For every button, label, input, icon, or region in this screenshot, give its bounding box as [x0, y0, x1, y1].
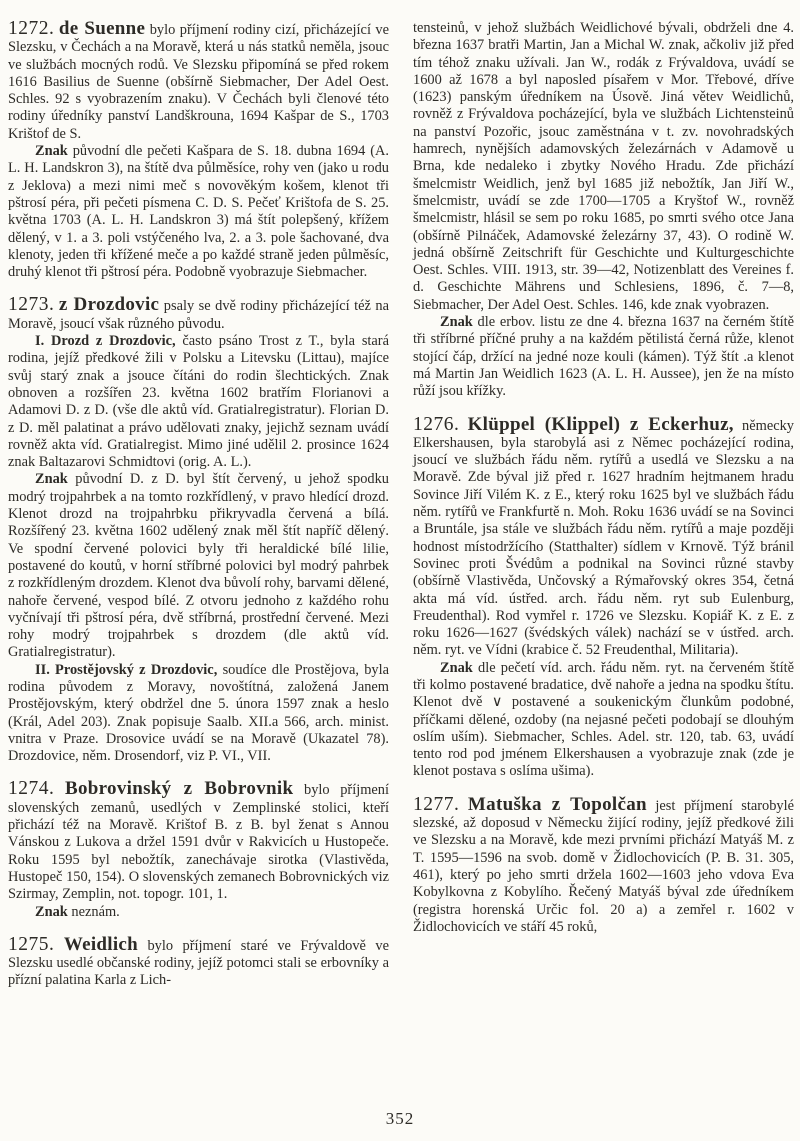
znak-text: dle erbov. listu ze dne 4. března 1637 na černém štítě tři stříbrné příčné pruhy a na každém pětilistá černá růže, klenot stojící čáp, držící na jedné noze kouli (kámen). Týž štít .a klenot má Martin Jan Weidlich 1623 (A. L. H. Aussee), jen že na místo růží jsou křížky. — [413, 314, 794, 400]
entry-intro-text: bylo příjmení slovenských zemanů, usedlých v Zemplinské stolici, kteří přichází též na Moravě. Krištof B. z B. byl ženat s Annou Vánskou z Lukova a držel 1591 dvůr v Rakvicích u Hustopeče. Roku 1595 byl nebožtík, zanechávaje sirotka (Vlastivěda, Hustopeč 150, 154). O slovenských zemanech Bobrovnických viz Szirmay, Zemplin, not. topogr. 101, 1. — [8, 782, 389, 903]
znak-paragraph — [8, 143, 389, 281]
entry-intro-text: bylo příjmení rodiny cizí, přicházející ve Slezsku, v Čechách a na Moravě, která u nás statků neměla, jsouc ve službách mocných rodů. Ve Slezsku připomíná se před rokem 1616 Basilius de Suenne (obšírně Siebmacher, Der Adel Oest. Schles. 92 s vyobrazením znaku). V Čechách byli členové této rodiny úředníky panství Landškrouna, 1694 Kašpar de S., 1703 Krištof de S. — [8, 22, 389, 142]
entry-intro-text: jest příjmení starobylé slezské, až doposud v Německu žijící rodiny, jejíž předkové žili ve Slezsku a na Moravě, kde mezi prvními přichází Matyáš M. z T. 1595—1596 na svob. domě v Židlochovicích (P. B. 31. 305, 461), který po jeho smrti držela 1602—1603 jeho vdova Eva Kobylkovna z Kobylího. Řečený Matyáš býval zde úředníkem (registra horenská Určic fol. 20 a) a zemřel r. 1602 v Židlochovicích ve stáří 45 roků, — [413, 797, 794, 935]
entry-1277-matuska — [413, 793, 794, 936]
entry-intro-paragraph — [8, 296, 389, 333]
entry-title: de Suenne — [58, 18, 146, 39]
two-column-text-block — [8, 20, 794, 990]
entry-1274-bobrovinsky — [8, 780, 389, 920]
entry-1273-z-drozdovic — [8, 296, 389, 765]
entry-intro-paragraph — [8, 933, 389, 990]
family-branch-2-paragraph — [8, 662, 389, 766]
branch-1-text: často psáno Trost z T., byla stará rodina, jejíž předkové žili v Polsku a Litevsku (Littau), majíce svůj starý znak a jsouce čítáni do rodin šlechtických. Znak obnoven a rozšířen 23. května 1602 bratřím Florianovi a Adamovi D. z D. (vše dle aktů víd. Gratialregistratur). Florian D. z D. měl palatinat a právo udělovati znaky, jejichž seznam uvádí rovněž akta víd. Gratialregist. Mimo jiné udělil 2. prosince 1624 znak Baltazarovi Schmidtovi (orig. A. L.). — [8, 333, 389, 471]
znak-text: dle pečetí víd. arch. řádu něm. ryt. na červeném štítě tři kolmo postavené bradatice, dvě nahoře a jedna na spodku štítu. Klenot dvě ∨ postavené a soukenickým člunkům podobné, příčkami dělené, ozdoby (na nejasné pečeti podobají se dlouhým oslím uším). Siebmacher, Schles. Adel. str. 120, tab. 63, uvádí tento rod pod jménem Elkershausen a vyobrazuje znak (zde je klenot postava s oslíma ušima). — [413, 659, 794, 780]
entry-number: 1276. — [413, 413, 460, 435]
branch-2-lead: II. Prostějovský z Drozdovic, — [35, 661, 218, 678]
znak-lead: Znak — [35, 143, 68, 160]
znak-text: původní D. z D. byl štít červený, u jehož spodku modrý trojpahrbek a na tomto rozkřídlený, v pravo hledící drozd. Klenot drozd na trojpahrbku přikryvadla červená a bílá. Rozšířený 23. května 1602 udělený znak měl štít napříč dělený. Ve spodní červené polovici byly tři heraldické bílé lilie, postavené do koutů, v horní stříbrné polovici byl modrý pahrbek z rozkřídleným drozdem. Klenot dva bůvolí rohy, barvami dělené, nahoře červené, vespod bílé. Z otvoru jednoho z každého rohu vyčnívají tři pštrosí péra, dvě stříbrná, prostřední červené. Mezi rohy modrý trojpahrbek s drozdem (dle aktů víd. Gratialregistratur). — [8, 471, 389, 661]
znak-paragraph — [413, 314, 794, 400]
entry-intro-paragraph — [413, 793, 794, 936]
weidlich-continuation-paragraph — [413, 20, 794, 314]
znak-paragraph — [413, 660, 794, 781]
right-column — [413, 20, 794, 990]
entry-1276-kluppel — [413, 413, 794, 781]
znak-paragraph — [8, 471, 389, 661]
entry-intro-text: psaly se dvě rodiny přicházející též na Moravě, jsoucí však různého původu. — [8, 298, 389, 332]
weidlich-continuation-text: tensteinů, v jehož službách Weidlichové bývali, obdrželi dne 4. března 1637 bratři Martin, Jan a Michal W. znak, ačkoliv již před tím téhož znaku užívali. Jan W., rodák z Frývaldova, uvádí se 1600 až 1678 a byl naposled písařem v Mor. Třebové, dříve (1623) panským úředníkem na Úsově. Jiná větev Weidlichů, rovněž z Frývaldova pocházející, byla ve službách Lichtensteinů na panství Pozořic, jsouc zaměstnána v t. zv. novohradských hamrech, nynějších adamovských železárnách v Adamově u Brna, kde nedaleko i zbytky Nového Hradu. Zde přichází šmelcmistr Weidlich, jenž byl 1685 již nebožtík, Jan Jiří W., šmelcmistr, uvádí se zde 1700—1705 a Kryštof W., rovněž šmelcmistr, hlásil se sem po roku 1685, po smrti svého otce Jana (obšírně Pilnáček, Adamovské železárny 37, 43). O rodině W. jedná obšírně Zeitschrift für Geschichte und Kulturgeschichte Oest. Schles. VIII. 1913, str. 39—42, Notizenblatt des Vereines f. d. Geschichte Mährens und Schlesiens, 1896, č. 7—8, Siebmacher, Der Adel Oest. Schles. 146, kde znak vyobrazen. — [413, 20, 794, 313]
family-branch-1-paragraph — [8, 333, 389, 471]
entry-number: 1277. — [413, 793, 460, 815]
entry-intro-paragraph — [413, 413, 794, 660]
znak-text: původní dle pečeti Kašpara de S. 18. dubna 1694 (A. L. H. Landskron 3), na štítě dva půlměsíce, rohy ven (jako u rodu z Jeklova) a mezi nimi meč s novověkým košem, klenot tři pštrosí péra, při pečeti písmena C. D. S. Pečeť Krištofa de S. 25. května 1703 (A. L. H. Landskron 3) má štít polepšený, křížem dělený, v 1. a 3. poli vstýčeného lva, 2. a 3. pole šachované, dva klenoty, jeden tři křížené meče a po každé straně jeden půlměsíc, druhý klenot tři pštrosí péra. Podobně vyobrazuje Siebmacher. — [8, 143, 389, 281]
branch-2-text: soudíce dle Prostějova, byla rodina původem z Moravy, novoštítná, založená Janem Prostějovským, který obdržel dne 5. února 1597 znak a heslo (Král, Adel 203). Znak popisuje Saalb. XII.a 566, arch. minist. vnitra v Praze. Drosovice uvádí se na Moravě (Ukazatel 78). Drozdovice, něm. Drosendorf, viz P. VI., VII. — [8, 661, 389, 765]
znak-lead: Znak — [35, 471, 68, 488]
entry-intro-paragraph — [8, 780, 389, 903]
entry-title: Bobrovinský z Bobrovnik — [65, 778, 294, 800]
entry-1275-weidlich — [8, 933, 389, 990]
left-column — [8, 20, 389, 990]
entry-1272-de-suenne — [8, 20, 389, 281]
entry-number: 1273. — [8, 294, 55, 316]
znak-paragraph — [8, 904, 389, 921]
entry-intro-paragraph — [8, 20, 389, 143]
znak-lead: Znak — [440, 659, 473, 676]
znak-lead: Znak — [35, 903, 68, 920]
entry-title: Matuška z Topolčan — [467, 793, 647, 815]
entry-1275-weidlich-continuation — [413, 20, 794, 401]
entry-number: 1275. — [8, 933, 55, 955]
znak-lead: Znak — [440, 314, 473, 331]
entry-title: Klüppel (Klippel) z Eckerhuz, — [467, 413, 734, 435]
entry-number: 1274. — [8, 778, 55, 800]
znak-text: neznám. — [71, 903, 120, 920]
entry-title: z Drozdovic — [58, 294, 160, 316]
page-number: 352 — [385, 1108, 415, 1128]
entry-title: Weidlich — [63, 933, 139, 955]
entry-intro-text: bylo příjmení staré ve Frývaldově ve Slezsku usedlé občanské rodiny, jejíž potomci stali se erbovníky a přízní palatina Karla z Lich- — [8, 937, 389, 989]
entry-intro-text: německy Elkershausen, byla starobylá asi z Němec pocházející rodina, jsoucí ve službách řádu něm. rytířů a usedlá ve Slezsku a na Moravě. Zde býval již před r. 1627 hradním hejtmanem hradu Sovince Jiří Vilém K. z E., který roku 1625 byl ve službách řádu něm. rytířů ve Frankfurtě n. Moh. Roku 1636 uvádí se na Sovinci a Bruntále, jsa stále ve službách řádu něm. rytířů a maje později hodnost místodržícího (Statthalter) sídlem v Krnově. Týž bránil Sovinec proti Švédům a podnikal na Sovinci různé stavby (obšírně Vlastivěda, Unčovský a Rýmařovský okres 354, četná akta má víd. ústřed. arch. řádu něm. ryt sub Eulenburg, Freudenthal). Rod vymřel r. 1726 ve Slezsku. Kopiář K. z E. z roku 1626—1627 (švédských válek) nachází se v ústřed. arch. něm. ryt. ve Vídni (krabice č. 52 Freudenthal, Militaria). — [413, 417, 794, 659]
entry-number: 1272. — [8, 18, 55, 39]
branch-1-lead: I. Drozd z Drozdovic, — [35, 333, 176, 350]
